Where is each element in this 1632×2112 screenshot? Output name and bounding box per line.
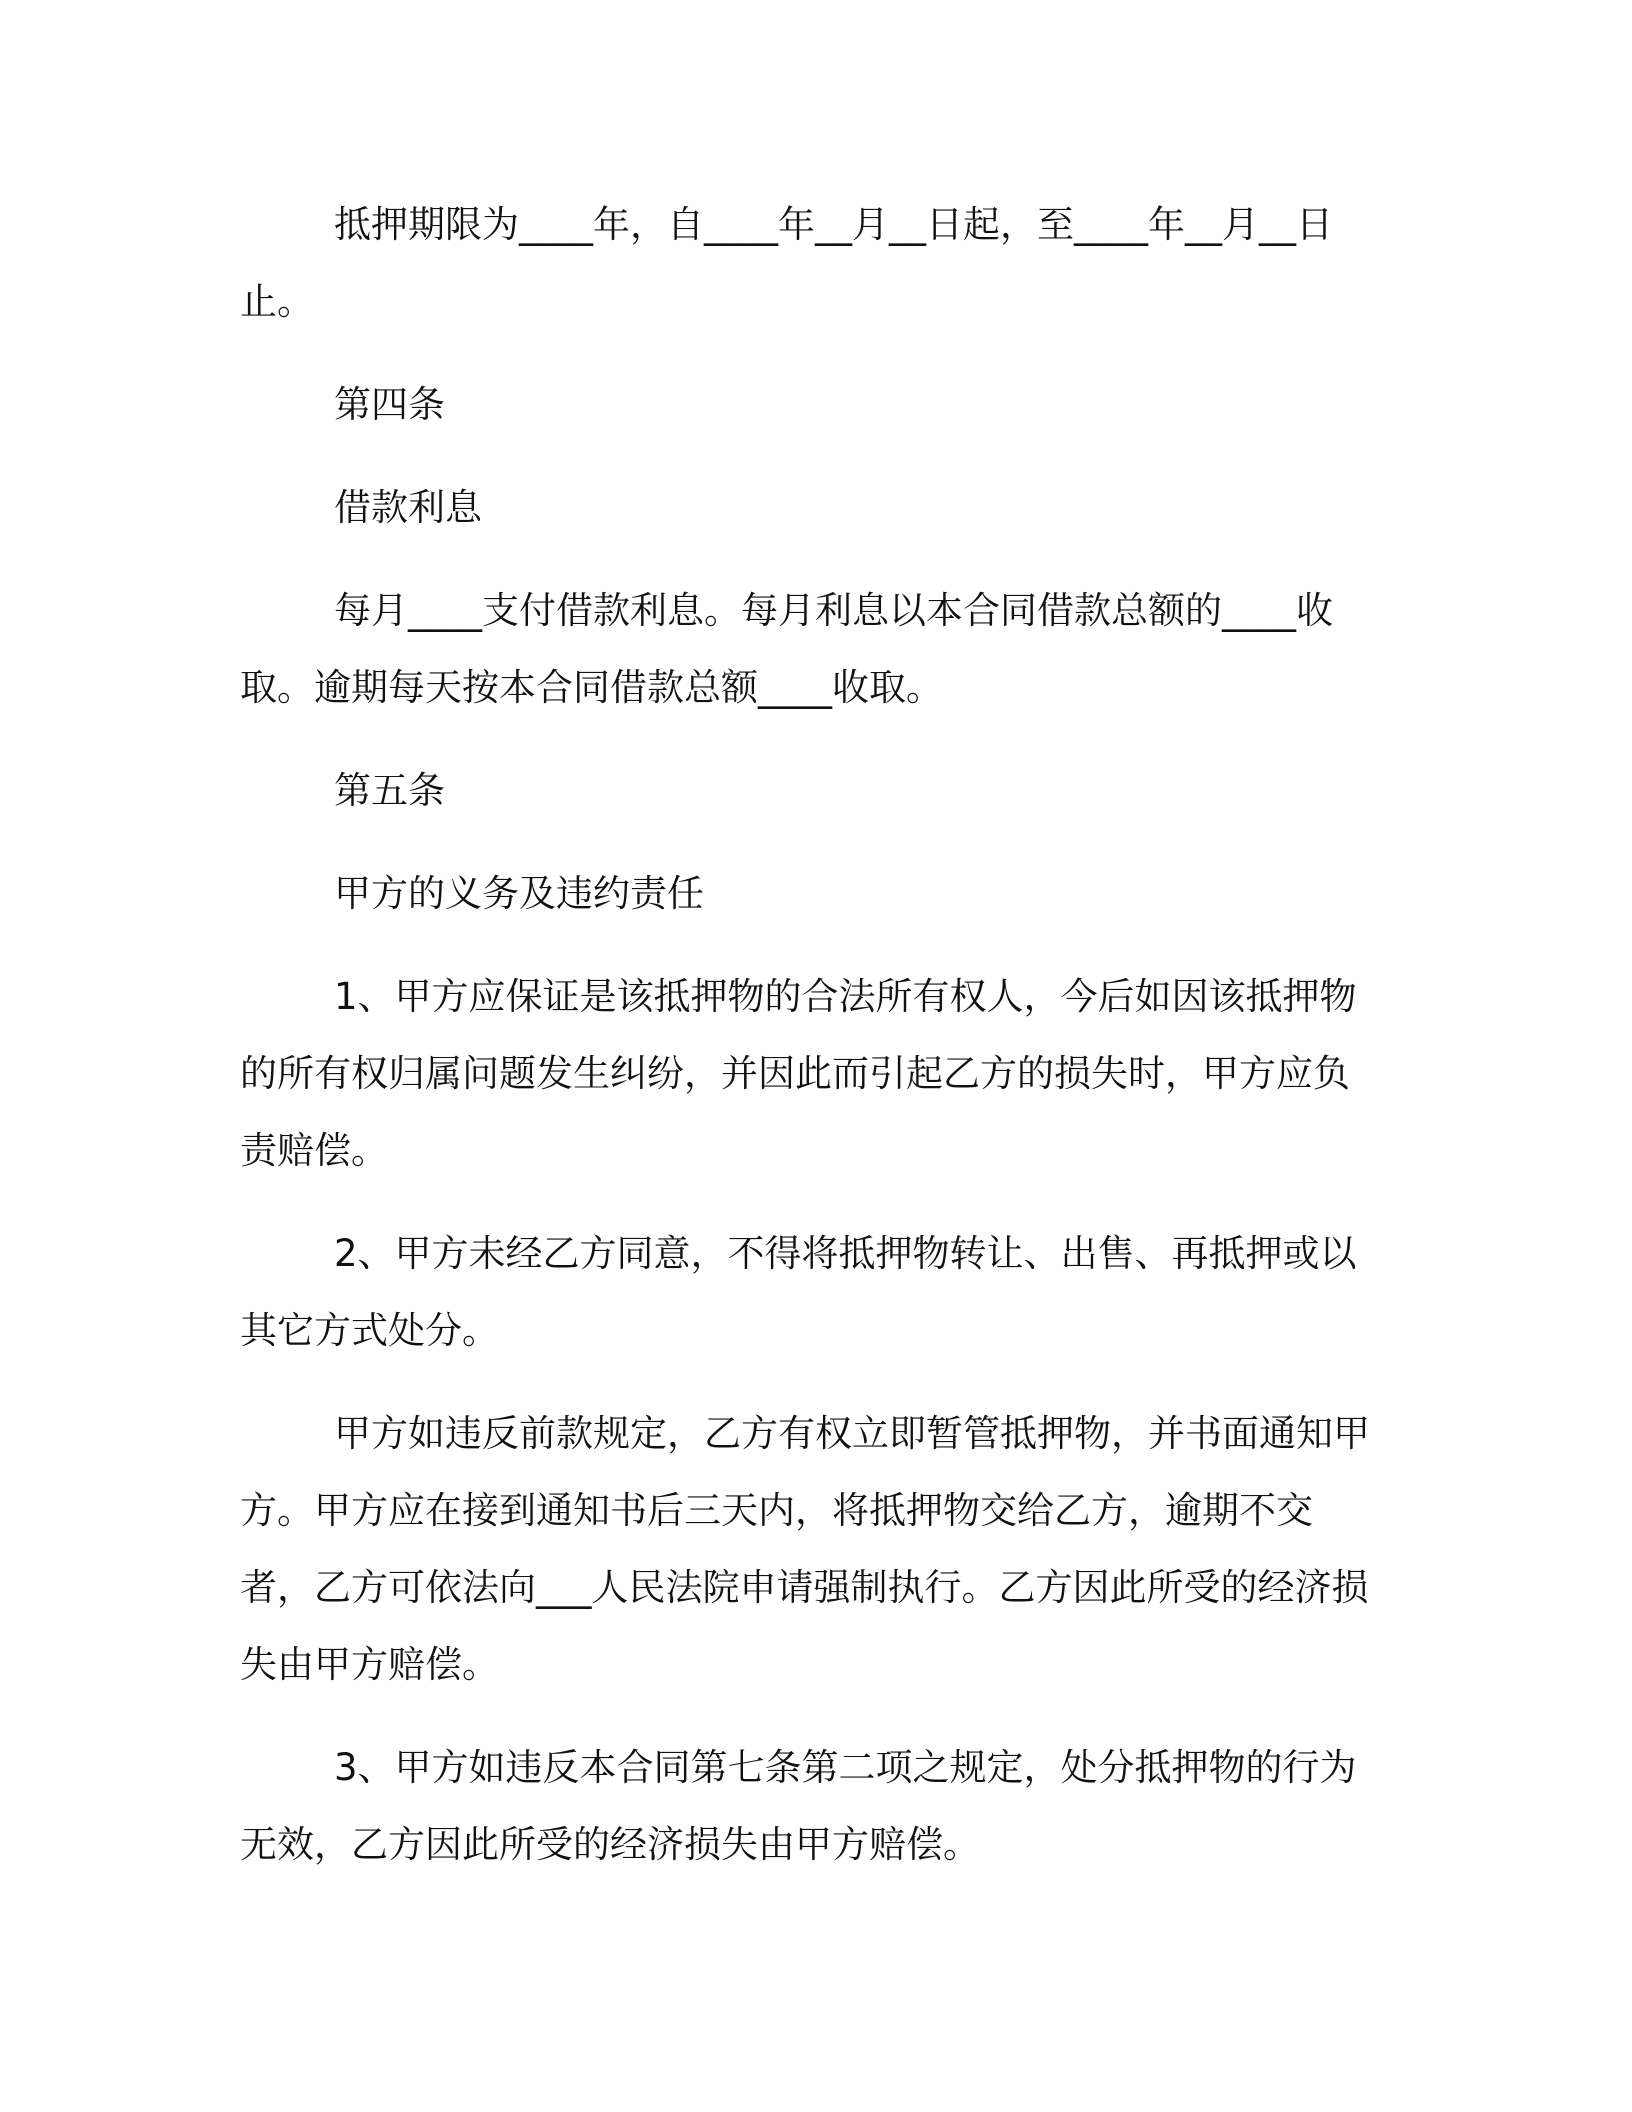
obligation-item-2: 2、甲方未经乙方同意，不得将抵押物转让、出售、再抵押或以其它方式处分。 <box>240 1232 1357 1352</box>
loan-interest-heading: 借款利息 <box>334 486 482 529</box>
mortgage-term-paragraph: 抵押期限为____年，自____年__月__日起，至____年__月__日止。 <box>240 203 1333 323</box>
article-five-heading: 第五条 <box>334 769 445 812</box>
interest-payment-paragraph: 每月____支付借款利息。每月利息以本合同借款总额的____收取。逾期每天按本合同借款总额____收取。 <box>240 589 1333 709</box>
violation-consequence-paragraph: 甲方如违反前款规定，乙方有权立即暂管抵押物，并书面通知甲方。甲方应在接到通知书后三天内，将抵押物交给乙方，逾期不交者，乙方可依法向___人民法院申请强制执行。乙方因此所受的经济损失由甲方赔偿。 <box>240 1412 1370 1686</box>
article-four-heading: 第四条 <box>334 383 445 426</box>
party-a-obligations-heading: 甲方的义务及违约责任 <box>334 872 704 915</box>
obligation-item-1: 1、甲方应保证是该抵押物的合法所有权人，今后如因该抵押物的所有权归属问题发生纠纷，并因此而引起乙方的损失时，甲方应负责赔偿。 <box>240 975 1357 1172</box>
obligation-item-3: 3、甲方如违反本合同第七条第二项之规定，处分抵押物的行为无效，乙方因此所受的经济损失由甲方赔偿。 <box>240 1746 1357 1866</box>
document-body <box>240 186 1380 1909</box>
